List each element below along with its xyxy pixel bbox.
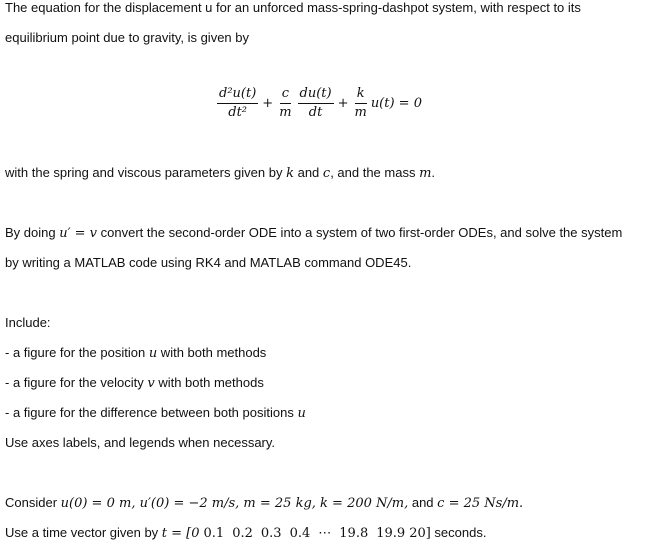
initial-conditions-math: u(0) = 0 m, u′(0) = −2 m/s, m = 25 kg, k = 200 N/m, — [60, 496, 409, 511]
time-value-5: 19.8 — [339, 526, 369, 541]
term2a-fraction — [277, 86, 293, 121]
include-item-2-tail: with both methods — [154, 375, 264, 390]
term1-numerator: d²u(t) — [217, 86, 258, 104]
include-item-1-text: - a figure for the position — [5, 345, 149, 360]
term2b-fraction — [298, 86, 334, 121]
include-item-2-text: - a figure for the velocity — [5, 375, 148, 390]
time-value-3: 0.3 — [260, 526, 282, 541]
term3-tail: u(t) = 0 — [370, 96, 422, 111]
include-item-1 — [5, 345, 266, 361]
term3-numerator: k — [355, 86, 367, 104]
param-k: k — [286, 166, 294, 181]
include-item-3 — [5, 405, 306, 421]
params-text-d: . — [431, 165, 436, 180]
term3-fraction — [352, 86, 368, 121]
plus-operator-2: + — [337, 96, 349, 111]
time-value-7: 20] — [409, 526, 431, 541]
include-item-2-var: v — [147, 376, 155, 391]
term3-denominator: m — [354, 105, 367, 120]
include-item-2 — [5, 375, 264, 391]
params-text-a: with the spring and viscous parameters given by — [5, 165, 287, 180]
intro-line-1: The equation for the displacement u for an unforced mass-spring-dashpot system, with respect to its — [5, 0, 581, 15]
param-m: m — [419, 166, 432, 181]
intro-line-2: equilibrium point due to gravity, is given by — [5, 30, 249, 45]
time-value-1: 0.1 — [203, 526, 225, 541]
include-item-1-tail: with both methods — [157, 345, 267, 360]
ode-equation — [215, 86, 422, 121]
term2b-denominator: dt — [308, 105, 323, 120]
include-item-1-var: u — [148, 346, 158, 361]
param-c: c — [322, 166, 331, 181]
conditions-line — [5, 495, 523, 511]
term2a-numerator: c — [280, 86, 291, 104]
term2b-numerator: du(t) — [298, 86, 334, 104]
substitution-math: u′ = v — [59, 226, 98, 241]
damping-math: c = 25 Ns/m. — [437, 496, 524, 511]
params-line — [5, 165, 435, 181]
conditions-text-b: and — [408, 495, 438, 510]
plus-operator-1: + — [262, 96, 274, 111]
time-value-2: 0.2 — [232, 526, 253, 541]
include-note: Use axes labels, and legends when necessary. — [5, 435, 276, 450]
include-item-3-var: u — [297, 406, 306, 421]
time-vector-tail: seconds. — [430, 525, 487, 540]
time-value-6: 19.9 — [376, 526, 406, 541]
time-vector-lhs: t = [0 — [161, 526, 200, 541]
instruction-text-a: By doing — [5, 225, 60, 240]
term2a-denominator: m — [279, 105, 292, 120]
include-heading: Include: — [5, 315, 51, 330]
conditions-text-a: Consider — [5, 495, 61, 510]
include-item-3-text: - a figure for the difference between both positions — [5, 405, 298, 420]
time-vector-line — [5, 525, 486, 541]
ellipsis-glyph: ⋯ — [318, 526, 332, 541]
instruction-line-1 — [5, 225, 622, 241]
term1-denominator: dt² — [228, 105, 248, 120]
time-value-4: 0.4 — [289, 526, 311, 541]
time-vector-text: Use a time vector given by — [5, 525, 162, 540]
instruction-text-b: convert the second-order ODE into a system of two first-order ODEs, and solve the system — [97, 225, 623, 240]
instruction-line-2: by writing a MATLAB code using RK4 and MATLAB command ODE45. — [5, 255, 412, 270]
term1-fraction — [217, 86, 258, 121]
params-text-b: and — [293, 165, 323, 180]
params-text-c: , and the mass — [330, 165, 420, 180]
